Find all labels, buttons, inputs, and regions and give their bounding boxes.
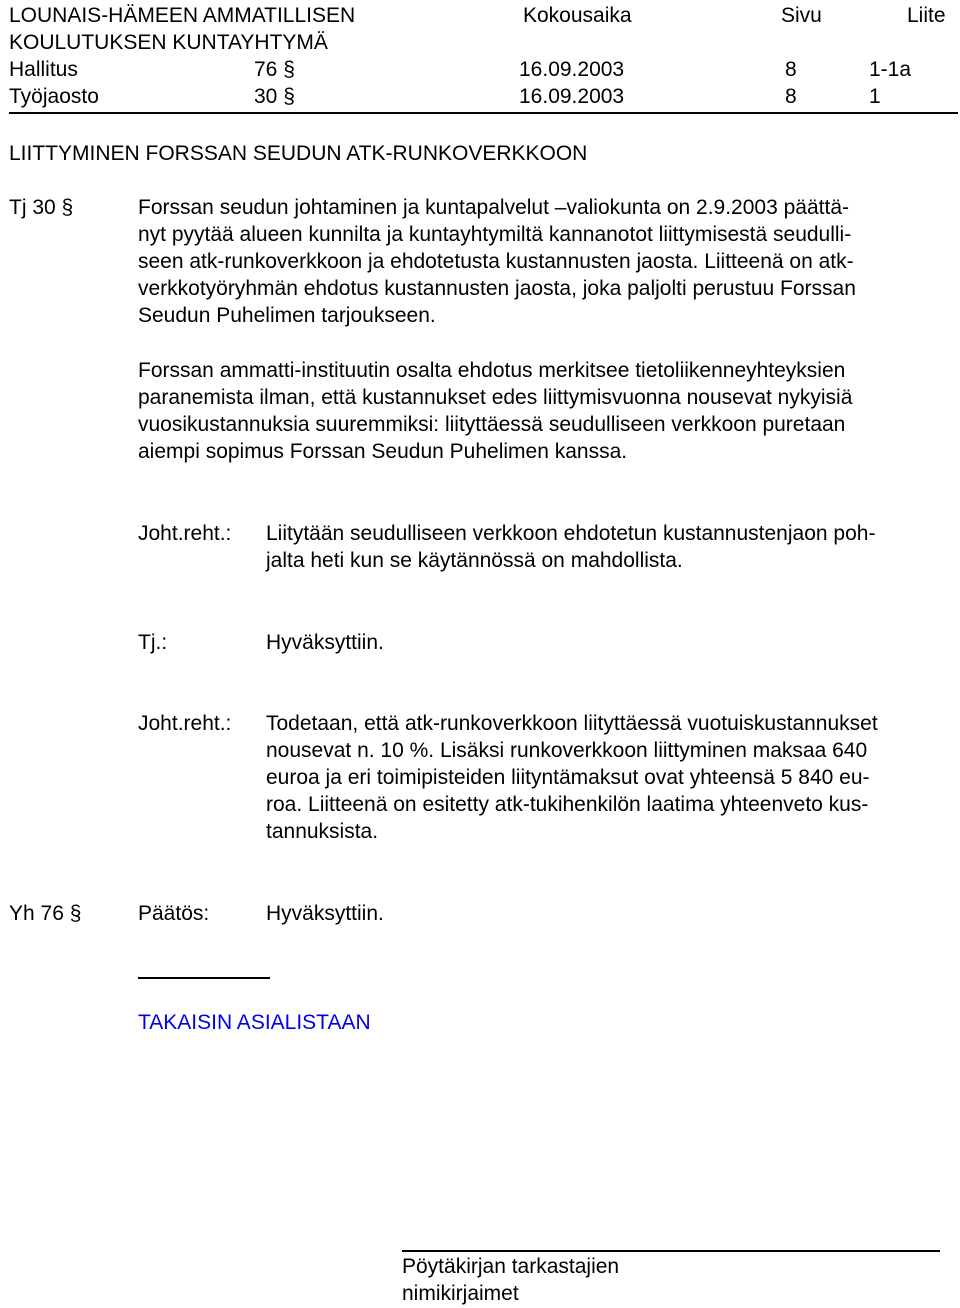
org-name-line1: LOUNAIS-HÄMEEN AMMATILLISEN xyxy=(9,4,356,27)
yh-decision-text: Hyväksyttiin. xyxy=(266,902,384,925)
header-date-label: Kokousaika xyxy=(523,4,632,27)
tj-proposal-line: jalta heti kun se käytännössä on mahdollista. xyxy=(266,549,683,572)
header-page-label: Sivu xyxy=(781,4,822,27)
header-date: 16.09.2003 xyxy=(519,58,625,81)
tj-paragraph1-line: Forssan seudun johtaminen ja kuntapalvelut –valiokunta on 2.9.2003 päättä- xyxy=(138,196,849,219)
header-page: 8 xyxy=(785,85,797,108)
org-name-line2: KOULUTUKSEN KUNTAYHTYMÄ xyxy=(9,31,328,54)
tj-decision-label: Tj.: xyxy=(138,631,168,654)
header-attachment: 1-1a xyxy=(869,58,912,81)
header-attachment: 1 xyxy=(869,85,881,108)
header-section: 76 § xyxy=(254,58,295,81)
header-attachment-label: Liite xyxy=(907,4,946,27)
tj-paragraph2-line: aiempi sopimus Forssan Seudun Puhelimen kanssa. xyxy=(138,440,628,463)
footer-line1: Pöytäkirjan tarkastajien xyxy=(402,1255,620,1278)
yh-proposal-line: roa. Liitteenä on esitetty atk-tukihenkilön laatima yhteenveto kus- xyxy=(266,793,869,816)
yh-proposal-line: tannuksista. xyxy=(266,820,379,843)
signature-rule xyxy=(138,977,270,979)
tj-paragraph2-line: Forssan ammatti-instituutin osalta ehdotus merkitsee tietoliikenneyhteyksien xyxy=(138,359,846,382)
header-section: 30 § xyxy=(254,85,295,108)
header-divider xyxy=(9,112,958,114)
header-page: 8 xyxy=(785,58,797,81)
yh-proposal-label: Joht.reht.: xyxy=(138,712,232,735)
header-date: 16.09.2003 xyxy=(519,85,625,108)
document-title: LIITTYMINEN FORSSAN SEUDUN ATK-RUNKOVERKKOON xyxy=(9,142,588,165)
tj-paragraph1-line: Seudun Puhelimen tarjoukseen. xyxy=(138,304,436,327)
footer-line2: nimikirjaimet xyxy=(402,1282,519,1305)
tj-paragraph1-line: nyt pyytää alueen kunnilta ja kuntayhtymiltä kannanotot liittymisestä seudulli- xyxy=(138,223,852,246)
tj-section-label: Tj 30 § xyxy=(9,196,74,219)
tj-decision-text: Hyväksyttiin. xyxy=(266,631,384,654)
back-to-agenda-link[interactable]: TAKAISIN ASIALISTAAN xyxy=(138,1011,371,1034)
tj-paragraph2-line: paranemista ilman, että kustannukset edes liittymisvuonna nousevat nykyisiä xyxy=(138,386,853,409)
tj-paragraph1-line: seen atk-runkoverkkoon ja ehdotetusta kustannusten jaosta. Liitteenä on atk- xyxy=(138,250,854,273)
tj-paragraph1-line: verkkotyöryhmän ehdotus kustannusten jaosta, joka paljolti perustuu Forssan xyxy=(138,277,856,300)
tj-proposal-line: Liitytään seudulliseen verkkoon ehdotetun kustannustenjaon poh- xyxy=(266,522,876,545)
yh-decision-label: Päätös: xyxy=(138,902,210,925)
yh-section-label: Yh 76 § xyxy=(9,902,82,925)
footer-rule xyxy=(402,1250,940,1252)
tj-paragraph2-line: vuosikustannuksia suuremmiksi: liityttäessä seudulliseen verkkoon puretaan xyxy=(138,413,846,436)
header-body-name: Työjaosto xyxy=(9,85,99,108)
yh-proposal-line: nousevat n. 10 %. Lisäksi runkoverkkoon liittyminen maksaa 640 xyxy=(266,739,868,762)
yh-proposal-line: Todetaan, että atk-runkoverkkoon liityttäessä vuotuiskustannukset xyxy=(266,712,878,735)
yh-proposal-line: euroa ja eri toimipisteiden liityntämaksut ovat yhteensä 5 840 eu- xyxy=(266,766,870,789)
header-body-name: Hallitus xyxy=(9,58,78,81)
tj-proposal-label: Joht.reht.: xyxy=(138,522,232,545)
